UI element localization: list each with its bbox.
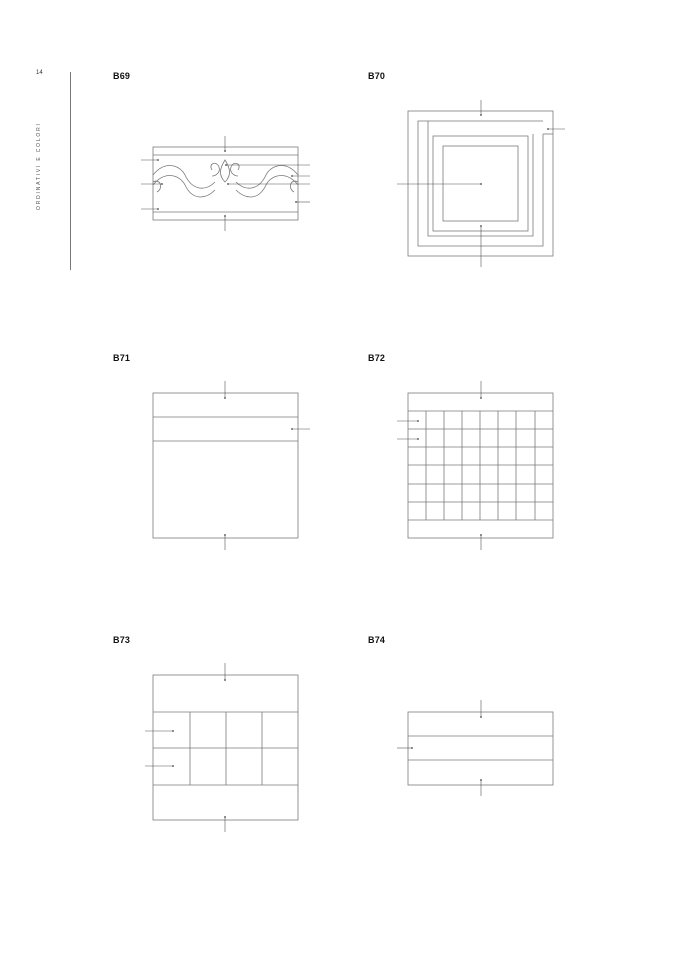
item-code-b69: B69: [113, 71, 131, 81]
diagram-b72: [397, 381, 553, 550]
diagram-b74: [397, 700, 553, 796]
item-code-b70: B70: [368, 71, 386, 81]
diagram-b69: [141, 136, 310, 231]
item-code-b72: B72: [368, 353, 386, 363]
item-code-b73: B73: [113, 635, 131, 645]
section-title: ORDINATIVI E COLORI: [36, 122, 42, 210]
diagram-b70: [397, 100, 565, 267]
diagram-b73: [145, 663, 298, 832]
item-code-b71: B71: [113, 353, 131, 363]
item-code-b74: B74: [368, 635, 386, 645]
diagram-b71: [153, 381, 310, 550]
page-number: 14: [36, 70, 43, 76]
